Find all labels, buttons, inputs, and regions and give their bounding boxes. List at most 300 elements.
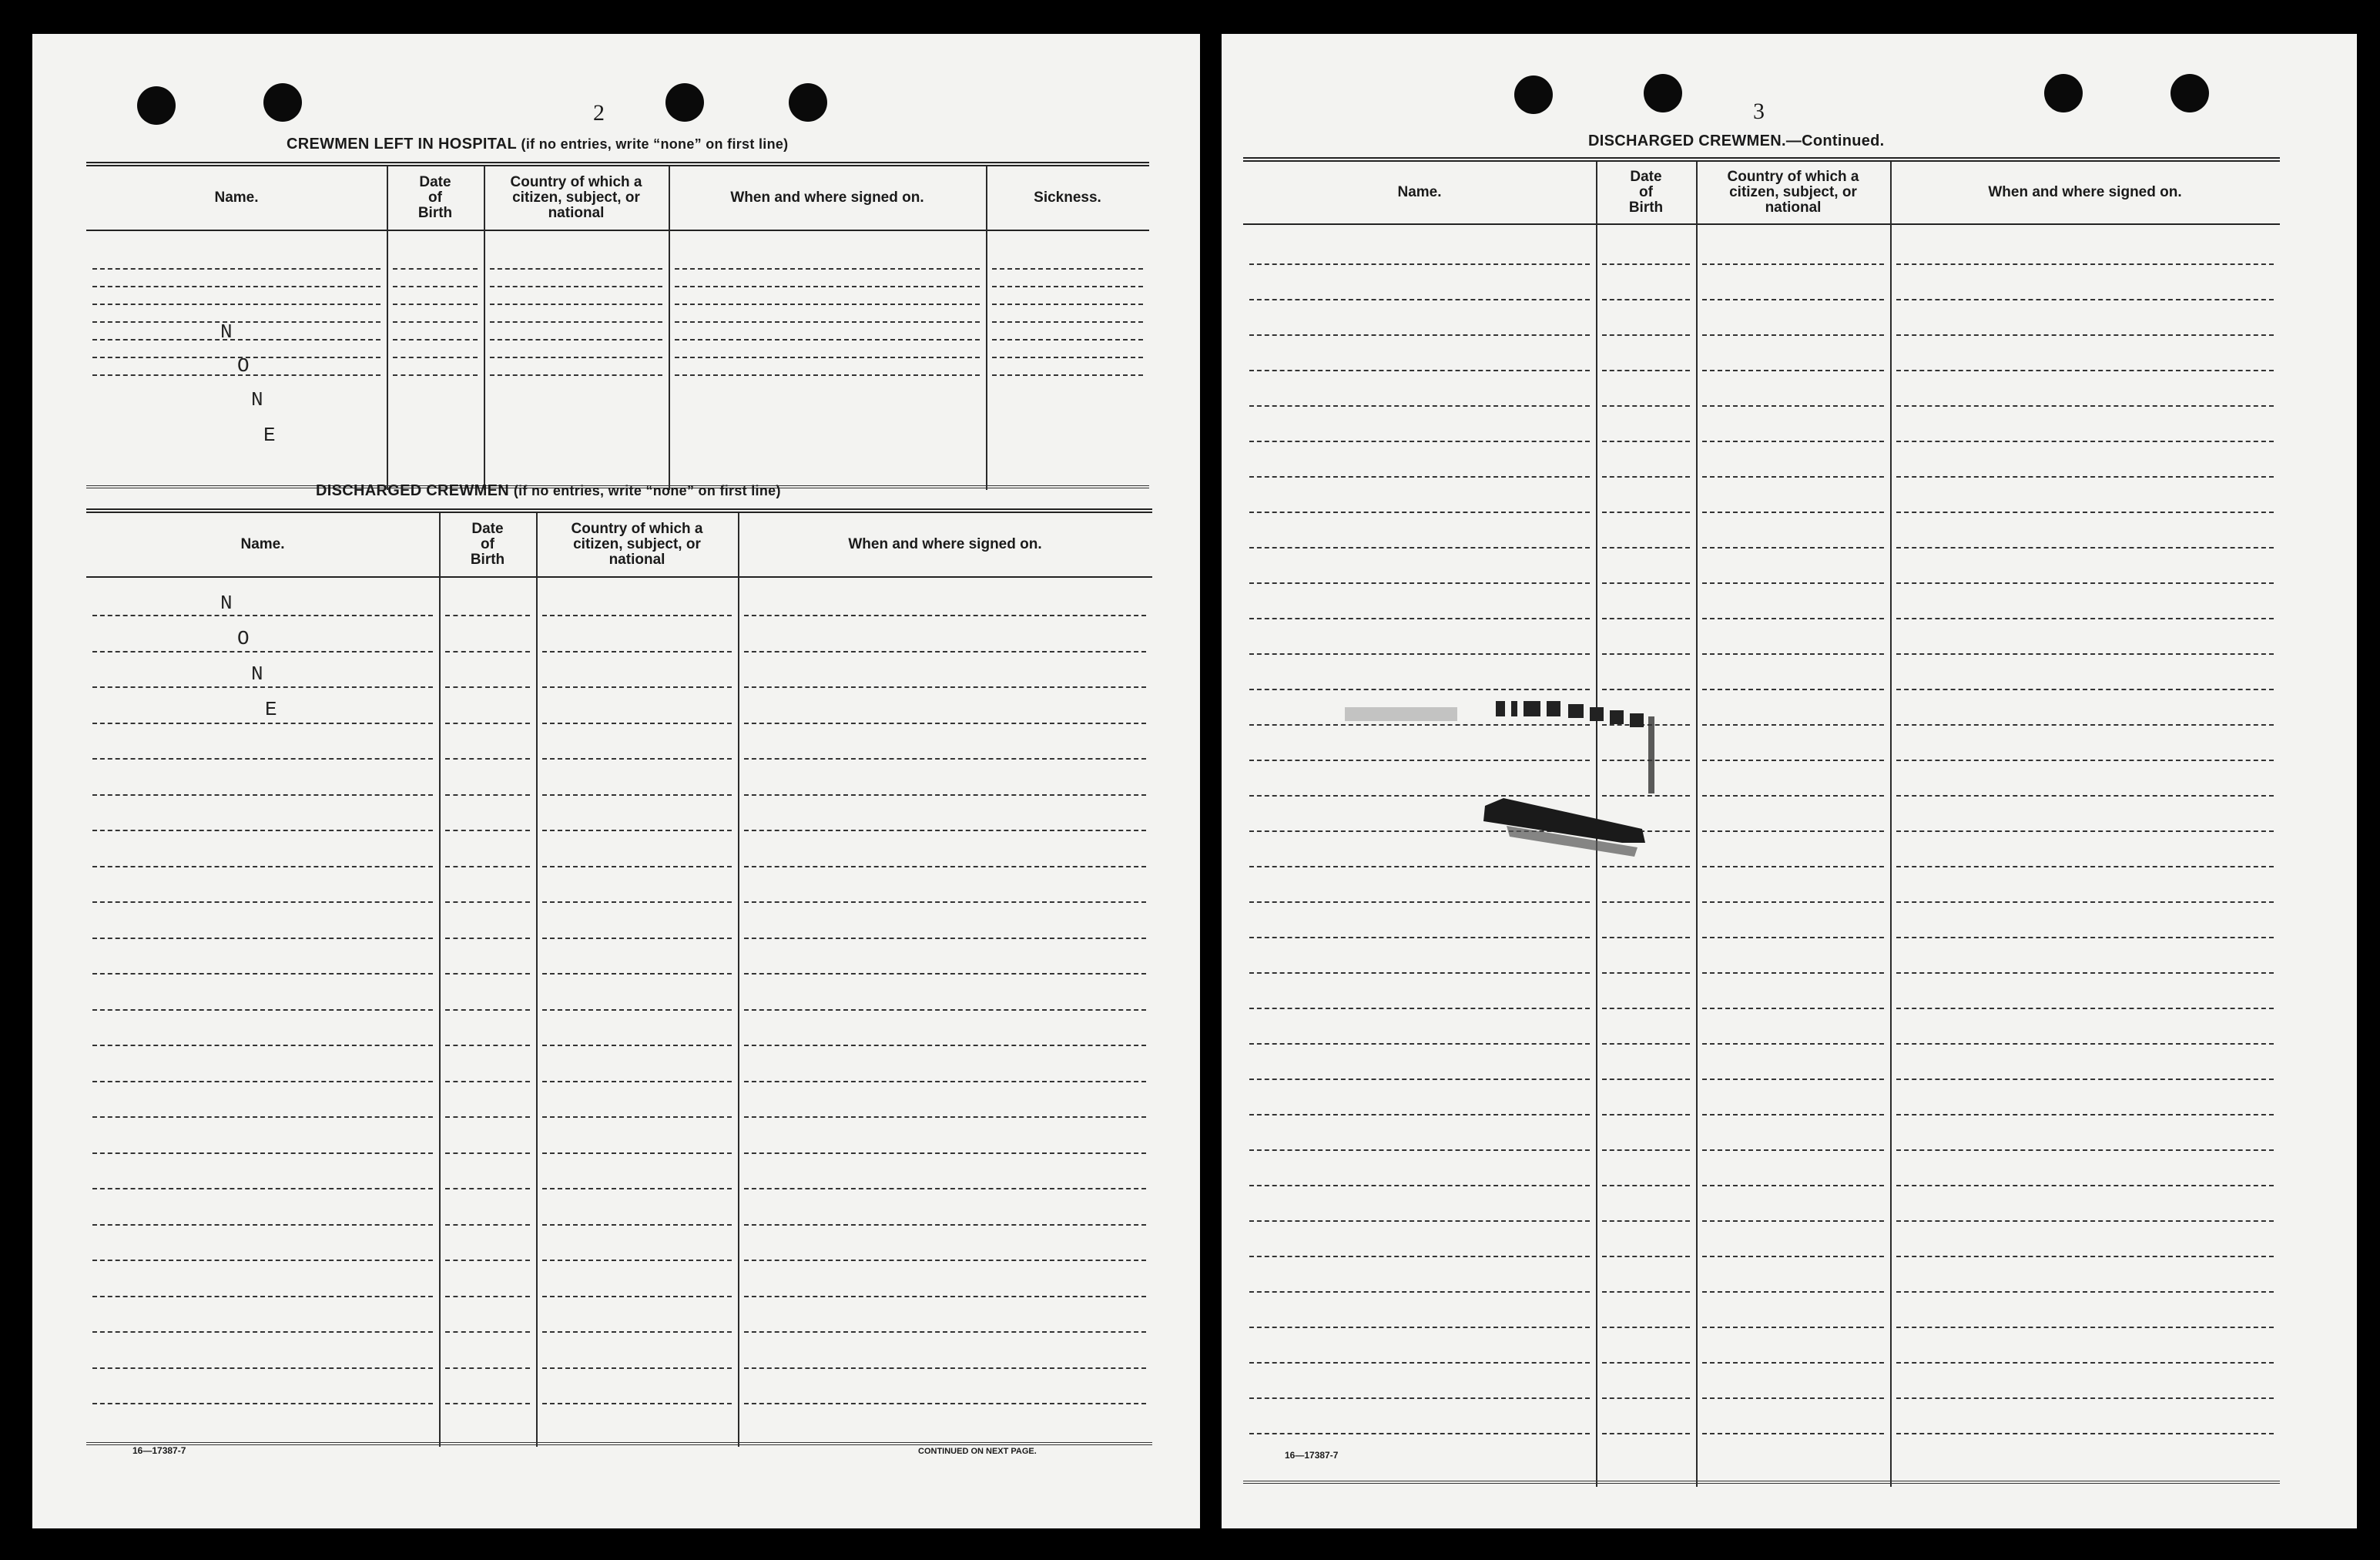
ruled-line-segment: [542, 901, 732, 903]
punch-hole-icon: [137, 86, 176, 125]
ruled-line-segment: [675, 339, 980, 341]
ruled-line-segment: [445, 973, 530, 975]
ruled-line-segment: [542, 1188, 732, 1189]
ruled-line: [1243, 1256, 2280, 1257]
ruled-line-segment: [92, 374, 380, 376]
ruled-line-segment: [542, 1081, 732, 1082]
ruled-line-segment: [1602, 937, 1690, 938]
ruled-line-segment: [1896, 1114, 2274, 1115]
ruled-line-segment: [744, 615, 1146, 616]
ruled-line-segment: [1702, 653, 1884, 655]
ruled-line: [1243, 689, 2280, 690]
ruled-line-segment: [1896, 441, 2274, 442]
ruled-line-segment: [1896, 334, 2274, 336]
page-number: 3: [1753, 99, 1765, 124]
column-divider: [738, 513, 739, 1447]
ruled-line-segment: [1602, 299, 1690, 300]
ruled-line: [1243, 582, 2280, 584]
ruled-line-segment: [1602, 1185, 1690, 1186]
ruled-line-segment: [1702, 476, 1884, 478]
ruled-line-segment: [1249, 370, 1590, 371]
ruled-line-segment: [92, 794, 433, 796]
ruled-line-segment: [445, 686, 530, 688]
punch-hole-icon: [1514, 75, 1553, 114]
continued-note: CONTINUED ON NEXT PAGE.: [918, 1447, 1037, 1456]
ruled-line-segment: [92, 1081, 433, 1082]
ruled-line-segment: [1896, 760, 2274, 761]
ruled-line-segment: [744, 1045, 1146, 1046]
ruled-line: [1243, 1149, 2280, 1151]
ruled-line-segment: [1602, 405, 1690, 407]
ruled-line-segment: [92, 1367, 433, 1369]
ruled-line-segment: [445, 651, 530, 653]
ruled-line-segment: [744, 723, 1146, 724]
ruled-line-segment: [1896, 582, 2274, 584]
ruled-line-segment: [1602, 1256, 1690, 1257]
ruled-line-segment: [675, 321, 980, 323]
ruled-line: [86, 651, 1152, 653]
ruled-line-segment: [92, 1045, 433, 1046]
ruled-line-segment: [92, 339, 380, 341]
ruled-line: [86, 1224, 1152, 1226]
ruled-line-segment: [393, 304, 478, 305]
ruled-line: [86, 1331, 1152, 1333]
ruled-line-segment: [92, 973, 433, 975]
ruled-line-segment: [542, 830, 732, 831]
ruled-line: [86, 615, 1152, 616]
ruled-line: [86, 321, 1149, 323]
ruled-line-segment: [1896, 1043, 2274, 1045]
header-date-of-birth: Date of Birth: [1628, 169, 1664, 216]
ruled-line-segment: [1602, 582, 1690, 584]
ruled-line-segment: [1602, 1220, 1690, 1222]
ruled-line-segment: [445, 901, 530, 903]
ruled-line-segment: [92, 1152, 433, 1154]
ruled-line: [1243, 405, 2280, 407]
ruled-line-segment: [445, 1224, 530, 1226]
ruled-line: [1243, 441, 2280, 442]
ruled-line: [86, 1260, 1152, 1261]
ruled-line-segment: [1249, 972, 1590, 974]
ruled-line-segment: [542, 1403, 732, 1404]
ruled-line-segment: [1249, 1256, 1590, 1257]
ruled-line-segment: [1896, 1256, 2274, 1257]
hospital-title-text: CREWMEN LEFT IN HOSPITAL: [287, 136, 517, 153]
header-name: Name.: [1397, 184, 1442, 200]
ruled-line-segment: [675, 286, 980, 287]
ruled-line-segment: [1249, 618, 1590, 619]
ruled-line-segment: [744, 1367, 1146, 1369]
ruled-line-segment: [744, 1296, 1146, 1297]
discharged-continued-table-header: [1243, 162, 2280, 225]
hospital-entry-letter: N: [251, 388, 263, 411]
ruled-line-segment: [1702, 1220, 1884, 1222]
ruled-line-segment: [1896, 1291, 2274, 1293]
ruled-line-segment: [1249, 547, 1590, 549]
ruled-line-segment: [1602, 1397, 1690, 1399]
ruled-line-segment: [542, 615, 732, 616]
ruled-line-segment: [445, 794, 530, 796]
ruled-line-segment: [1896, 689, 2274, 690]
ruled-line-segment: [1702, 866, 1884, 867]
ruled-line: [1243, 1362, 2280, 1364]
ruled-line-segment: [1896, 1327, 2274, 1328]
ruled-line-segment: [1249, 512, 1590, 513]
ruled-line-segment: [744, 1116, 1146, 1118]
hospital-table-header: [86, 166, 1149, 231]
ruled-line: [1243, 1008, 2280, 1009]
ruled-line-segment: [490, 339, 662, 341]
left-page: [32, 34, 1200, 1528]
hospital-entry-letter: N: [220, 320, 233, 344]
ruled-line-segment: [1896, 512, 2274, 513]
ruled-line: [86, 1403, 1152, 1404]
ruled-line-segment: [445, 1188, 530, 1189]
ruled-line-segment: [992, 357, 1143, 358]
ruled-line-segment: [542, 938, 732, 939]
ruled-line-segment: [1702, 689, 1884, 690]
ruled-line-segment: [744, 1009, 1146, 1011]
ruled-line-segment: [1249, 653, 1590, 655]
ruled-line-segment: [1896, 1362, 2274, 1364]
ruled-line-segment: [92, 286, 380, 287]
ruled-line: [1243, 1220, 2280, 1222]
ruled-line-segment: [1702, 334, 1884, 336]
ruled-line-segment: [1702, 1043, 1884, 1045]
header-date-of-birth: Date of Birth: [417, 174, 453, 221]
discharged-entry-letter: N: [220, 592, 233, 615]
ruled-line-segment: [445, 1009, 530, 1011]
ruled-line-segment: [92, 1296, 433, 1297]
ruled-line-segment: [393, 268, 478, 270]
ruled-line: [1243, 476, 2280, 478]
ruled-line-segment: [1896, 1220, 2274, 1222]
column-divider: [536, 513, 538, 1447]
ruled-line-segment: [445, 866, 530, 867]
ruled-line: [86, 794, 1152, 796]
ruled-line: [1243, 1433, 2280, 1434]
ruled-line-segment: [1249, 263, 1590, 265]
ruled-line: [1243, 1327, 2280, 1328]
ruled-line-segment: [1702, 263, 1884, 265]
ruled-line-segment: [1896, 405, 2274, 407]
ruled-line-segment: [542, 1116, 732, 1118]
header-date-of-birth: Date of Birth: [470, 521, 505, 568]
discharged-table-header: [86, 513, 1152, 578]
ruled-line: [1243, 937, 2280, 938]
ruled-line: [1243, 263, 2280, 265]
ruled-line-segment: [1602, 618, 1690, 619]
ruled-line: [1243, 1397, 2280, 1399]
header-country: Country of which a citizen, subject, or national: [571, 521, 703, 568]
header-signed-on: When and where signed on.: [730, 190, 924, 206]
ruled-line-segment: [744, 651, 1146, 653]
ruled-line-segment: [675, 268, 980, 270]
ruled-line-segment: [744, 1331, 1146, 1333]
ruled-line-segment: [744, 1081, 1146, 1082]
ruled-line-segment: [92, 651, 433, 653]
ruled-line-segment: [1249, 582, 1590, 584]
ruled-line-segment: [1702, 724, 1884, 726]
header-signed-on: When and where signed on.: [1988, 184, 2182, 200]
ruled-line-segment: [992, 286, 1143, 287]
ruled-line-segment: [1896, 653, 2274, 655]
ruled-line-segment: [92, 938, 433, 939]
ruled-line-segment: [1602, 1149, 1690, 1151]
ruled-line-segment: [1702, 618, 1884, 619]
ruled-line-segment: [92, 901, 433, 903]
ruled-line-segment: [1896, 724, 2274, 726]
column-divider: [484, 166, 485, 490]
ruled-line-segment: [490, 268, 662, 270]
ruled-line-segment: [1602, 512, 1690, 513]
ruled-line-segment: [1702, 830, 1884, 832]
ruled-line-segment: [445, 1116, 530, 1118]
ruled-line: [86, 286, 1149, 287]
ruled-line-segment: [1702, 512, 1884, 513]
ruled-line-segment: [92, 615, 433, 616]
ruled-line: [1243, 1114, 2280, 1115]
ruled-line-segment: [445, 1152, 530, 1154]
ruled-line-segment: [744, 794, 1146, 796]
ruled-line: [1243, 547, 2280, 549]
header-country: Country of which a citizen, subject, or national: [510, 174, 642, 221]
punch-hole-icon: [1644, 74, 1682, 112]
ruled-line-segment: [542, 866, 732, 867]
hospital-table: [86, 162, 1149, 490]
ruled-line-segment: [393, 321, 478, 323]
discharged-title-note: (if no entries, write “none” on first line): [513, 483, 781, 498]
punch-hole-icon: [789, 83, 827, 122]
ruled-line-segment: [1702, 370, 1884, 371]
ruled-line: [86, 1009, 1152, 1011]
ruled-line-segment: [92, 686, 433, 688]
ruled-line-segment: [92, 1224, 433, 1226]
right-page: [1222, 34, 2357, 1528]
ruled-line: [1243, 299, 2280, 300]
ruled-line: [86, 938, 1152, 939]
ruled-line-segment: [445, 938, 530, 939]
ruled-line: [1243, 1185, 2280, 1186]
ruled-line-segment: [1702, 1149, 1884, 1151]
ruled-line: [86, 1188, 1152, 1189]
ruled-line-segment: [1702, 795, 1884, 797]
ruled-line-segment: [744, 1152, 1146, 1154]
ruled-line-segment: [1249, 1079, 1590, 1080]
ruled-line: [86, 686, 1152, 688]
ruled-line-segment: [1249, 937, 1590, 938]
ruled-line-segment: [445, 1081, 530, 1082]
ruled-line-segment: [1702, 760, 1884, 761]
ruled-line-segment: [542, 1367, 732, 1369]
ruled-line-segment: [1896, 866, 2274, 867]
ruled-line-segment: [1249, 1149, 1590, 1151]
ruled-line-segment: [1602, 1362, 1690, 1364]
ruled-line-segment: [744, 938, 1146, 939]
ruled-line-segment: [744, 1260, 1146, 1261]
discharged-section-title: [316, 482, 781, 500]
ruled-line-segment: [542, 723, 732, 724]
ruled-line-segment: [1896, 795, 2274, 797]
ruled-line-segment: [542, 651, 732, 653]
ruled-line-segment: [1702, 582, 1884, 584]
ruled-line-segment: [1249, 1327, 1590, 1328]
column-divider: [669, 166, 670, 490]
ruled-line-segment: [1702, 1433, 1884, 1434]
hospital-section-title: [287, 136, 788, 153]
ruled-line-segment: [1249, 299, 1590, 300]
smudged-stamp-icon: [1345, 696, 1699, 881]
ruled-line-segment: [92, 1331, 433, 1333]
ruled-line-segment: [92, 268, 380, 270]
ruled-line-segment: [1896, 972, 2274, 974]
ruled-line-segment: [542, 1045, 732, 1046]
ruled-line-segment: [92, 1188, 433, 1189]
ruled-line-segment: [744, 866, 1146, 867]
ruled-line-segment: [1249, 1291, 1590, 1293]
ruled-line-segment: [1896, 1079, 2274, 1080]
ruled-line-segment: [445, 1296, 530, 1297]
ruled-line: [86, 268, 1149, 270]
ruled-line-segment: [1702, 1362, 1884, 1364]
ruled-line-segment: [992, 268, 1143, 270]
ruled-line-segment: [1602, 263, 1690, 265]
ruled-line-segment: [445, 1260, 530, 1261]
ruled-line-segment: [1249, 689, 1590, 690]
ruled-line: [86, 1152, 1152, 1154]
ruled-line-segment: [675, 374, 980, 376]
ruled-line-segment: [744, 758, 1146, 760]
ruled-line-segment: [744, 830, 1146, 831]
ruled-line-segment: [92, 357, 380, 358]
ruled-line-segment: [393, 339, 478, 341]
ruled-line-segment: [490, 321, 662, 323]
ruled-line-segment: [1249, 334, 1590, 336]
ruled-line-segment: [1602, 653, 1690, 655]
ruled-line: [86, 1045, 1152, 1046]
ruled-line-segment: [92, 1403, 433, 1404]
ruled-line: [86, 830, 1152, 831]
ruled-line-segment: [1702, 1291, 1884, 1293]
ruled-line-segment: [393, 357, 478, 358]
ruled-line: [1243, 1043, 2280, 1045]
ruled-line-segment: [445, 1045, 530, 1046]
punch-hole-icon: [665, 83, 704, 122]
ruled-line-segment: [542, 1009, 732, 1011]
ruled-line-segment: [445, 1403, 530, 1404]
ruled-line-segment: [744, 686, 1146, 688]
ruled-line-segment: [445, 830, 530, 831]
page-number: 2: [593, 100, 605, 126]
ruled-line-segment: [1702, 1114, 1884, 1115]
table-bottom-rule: [86, 1442, 1152, 1445]
column-divider: [387, 166, 388, 490]
ruled-line-segment: [1249, 441, 1590, 442]
punch-hole-icon: [263, 83, 302, 122]
ruled-line-segment: [445, 1367, 530, 1369]
ruled-line-segment: [1896, 263, 2274, 265]
ruled-line-segment: [992, 374, 1143, 376]
ruled-line-segment: [1602, 370, 1690, 371]
ruled-line-segment: [744, 973, 1146, 975]
header-signed-on: When and where signed on.: [848, 536, 1042, 552]
discharged-entry-letter: E: [265, 698, 277, 721]
ruled-line: [86, 1367, 1152, 1369]
ruled-line-segment: [1896, 618, 2274, 619]
ruled-line: [86, 758, 1152, 760]
ruled-line-segment: [490, 304, 662, 305]
hospital-title-note: (if no entries, write “none” on first line): [521, 136, 789, 152]
form-number: 16—17387-7: [1285, 1450, 1339, 1461]
ruled-line-segment: [542, 686, 732, 688]
form-number: 16—17387-7: [132, 1445, 186, 1456]
ruled-line-segment: [92, 304, 380, 305]
ruled-line-segment: [744, 1188, 1146, 1189]
ruled-line-segment: [1702, 1079, 1884, 1080]
ruled-line-segment: [1702, 1185, 1884, 1186]
ruled-line-segment: [1702, 405, 1884, 407]
ruled-line-segment: [1896, 1149, 2274, 1151]
ruled-line-segment: [1602, 689, 1690, 690]
ruled-line-segment: [1702, 937, 1884, 938]
ruled-line-segment: [1702, 901, 1884, 903]
ruled-line-segment: [92, 758, 433, 760]
ruled-line-segment: [1602, 547, 1690, 549]
ruled-line-segment: [1702, 972, 1884, 974]
ruled-line-segment: [1249, 1433, 1590, 1434]
ruled-line: [86, 339, 1149, 341]
ruled-line-segment: [1602, 901, 1690, 903]
discharged-entry-letter: O: [237, 627, 250, 650]
ruled-line-segment: [1602, 476, 1690, 478]
ruled-line-segment: [445, 723, 530, 724]
ruled-line-segment: [393, 374, 478, 376]
column-divider: [986, 166, 987, 490]
ruled-line-segment: [1702, 299, 1884, 300]
ruled-line-segment: [1896, 1185, 2274, 1186]
ruled-line-segment: [992, 304, 1143, 305]
ruled-line-segment: [1602, 334, 1690, 336]
ruled-line-segment: [1602, 1433, 1690, 1434]
ruled-line-segment: [393, 286, 478, 287]
ruled-line-segment: [1896, 1433, 2274, 1434]
ruled-line-segment: [92, 1260, 433, 1261]
ruled-line-segment: [1602, 1327, 1690, 1328]
ruled-line-segment: [744, 1224, 1146, 1226]
ruled-line-segment: [1602, 1291, 1690, 1293]
ruled-line-segment: [1896, 299, 2274, 300]
ruled-line-segment: [490, 374, 662, 376]
ruled-line: [86, 1081, 1152, 1082]
ruled-line: [1243, 334, 2280, 336]
ruled-line-segment: [1896, 370, 2274, 371]
ruled-line-segment: [1249, 1397, 1590, 1399]
ruled-line: [1243, 1291, 2280, 1293]
ruled-line: [1243, 901, 2280, 903]
ruled-line-segment: [92, 1116, 433, 1118]
ruled-line-segment: [1602, 972, 1690, 974]
ruled-line-segment: [1896, 476, 2274, 478]
ruled-line-segment: [675, 304, 980, 305]
punch-hole-icon: [2044, 74, 2083, 112]
ruled-line-segment: [992, 321, 1143, 323]
ruled-line-segment: [542, 1331, 732, 1333]
ruled-line-segment: [1249, 476, 1590, 478]
ruled-line: [86, 866, 1152, 867]
ruled-line-segment: [744, 1403, 1146, 1404]
ruled-line-segment: [1602, 1043, 1690, 1045]
ruled-line-segment: [1249, 901, 1590, 903]
